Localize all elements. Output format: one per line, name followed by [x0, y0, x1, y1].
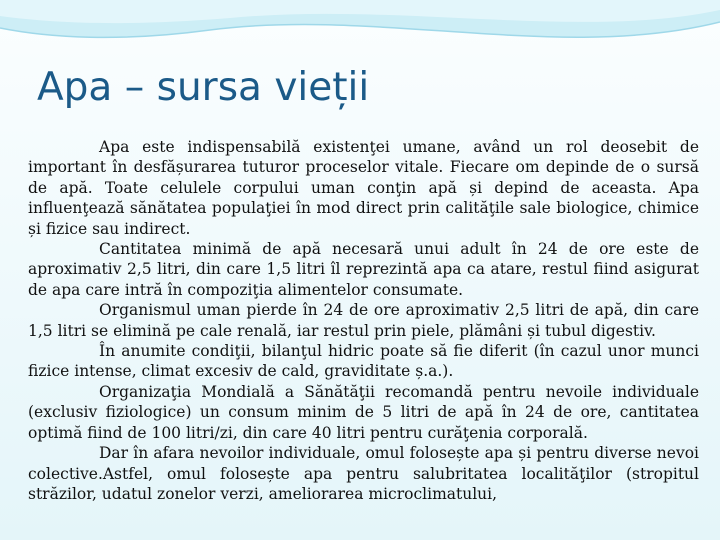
paragraph: Cantitatea minimă de apă necesară unui adult în 24 de ore este de aproximativ 2,5 litri, din care 1,5 litri îl reprezintă apa ca atare, restul fiind asigurat de apa care intră în compoziţia alimentelor consumate. — [28, 240, 699, 299]
paragraph: Apa este indispensabilă existenţei umane, având un rol deosebit de important în desfășurarea tuturor proceselor vitale. Fiecare om depinde de o sursă de apă. Toate celulele corpului uman conţin apă și depind de aceasta. Apa influenţează sănătatea populaţiei în mod direct prin calităţile sale biologice, chimice și fizice sau indirect. — [28, 138, 699, 238]
slide-body — [28, 137, 699, 540]
paragraph: În anumite condiţii, bilanţul hidric poate să fie diferit (în cazul unor munci fizice intense, climat excesiv de cald, graviditate ș.a.). — [28, 342, 699, 381]
slide-title: Apa – sursa vieții — [37, 65, 370, 110]
paragraph: Organizaţia Mondială a Sănătăţii recomandă pentru nevoile individuale (exclusiv fiziologice) un consum minim de 5 litri de apă în 24 de ore, cantitatea optimă fiind de 100 litri/zi, din care 40 litri pentru curăţenia corporală. — [28, 382, 699, 442]
paragraph: Organismul uman pierde în 24 de ore aproximativ 2,5 litri de apă, din care 1,5 litri se elimină pe cale renală, iar restul prin piele, plămâni și tubul digestiv. — [28, 301, 699, 340]
header-wave-decoration — [0, 0, 720, 70]
paragraph: Dar în afara nevoilor individuale, omul folosește apa și pentru diverse nevoi colective.Astfel, omul folosește apa pentru salubritatea localităţilor (stropitul străzilor, udatul zonelor verzi, ameliorarea microclimatului, — [28, 444, 699, 503]
